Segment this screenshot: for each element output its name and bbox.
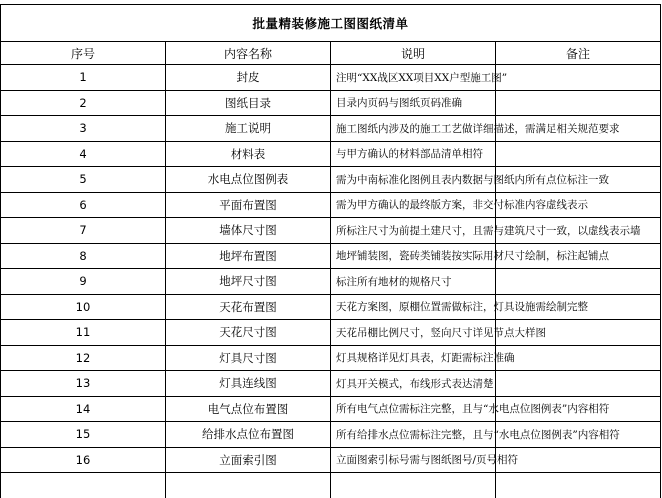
row-description: 所有给排水点位需标注完整，且与“水电点位图例表”内容相符 — [331, 422, 496, 448]
row-note — [496, 371, 661, 397]
header-name: 内容名称 — [166, 42, 331, 65]
table-row — [1, 192, 661, 218]
row-number: 10 — [1, 294, 166, 320]
row-number: 6 — [1, 192, 166, 218]
row-number: 1 — [1, 65, 166, 91]
row-name: 电气点位布置图 — [166, 396, 331, 422]
drawing-list-sheet — [0, 4, 661, 498]
row-name: 平面布置图 — [166, 192, 331, 218]
table-row — [1, 243, 661, 269]
row-number: 2 — [1, 90, 166, 116]
row-name: 灯具连线图 — [166, 371, 331, 397]
table-row — [1, 320, 661, 346]
row-description: 需为甲方确认的最终版方案，非交付标准内容虚线表示 — [331, 192, 496, 218]
row-note — [496, 473, 661, 498]
row-note — [496, 269, 661, 295]
table-row — [1, 65, 661, 91]
row-description: 地坪铺装图，瓷砖类铺装按实际用材尺寸绘制，标注起铺点 — [331, 243, 496, 269]
row-number: 13 — [1, 371, 166, 397]
row-description: 标注所有地材的规格尺寸 — [331, 269, 496, 295]
row-description: 施工图纸内涉及的施工工艺做详细描述，需满足相关规范要求 — [331, 116, 496, 142]
row-name: 封皮 — [166, 65, 331, 91]
table-row — [1, 447, 661, 473]
table-row — [1, 141, 661, 167]
row-number: 16 — [1, 447, 166, 473]
row-name: 图纸目录 — [166, 90, 331, 116]
row-description: 灯具开关模式，布线形式表达清楚 — [331, 371, 496, 397]
row-name: 天花尺寸图 — [166, 320, 331, 346]
row-number: 8 — [1, 243, 166, 269]
row-note — [496, 90, 661, 116]
row-name: 水电点位图例表 — [166, 167, 331, 193]
row-number: 11 — [1, 320, 166, 346]
row-description: 灯具规格详见灯具表，灯距需标注准确 — [331, 345, 496, 371]
row-number: 14 — [1, 396, 166, 422]
row-note — [496, 141, 661, 167]
row-description: 立面图索引标号需与图纸图号/页号相符 — [331, 447, 496, 473]
table-row — [1, 345, 661, 371]
table-row — [1, 116, 661, 142]
row-note — [496, 65, 661, 91]
table-row — [1, 167, 661, 193]
table-row — [1, 218, 661, 244]
title-row — [1, 5, 661, 42]
row-description: 注明“XX战区XX项目XX户型施工图” — [331, 65, 496, 91]
row-name: 立面索引图 — [166, 447, 331, 473]
row-name: 天花布置图 — [166, 294, 331, 320]
row-name — [166, 473, 331, 498]
row-name: 地坪尺寸图 — [166, 269, 331, 295]
row-note — [496, 447, 661, 473]
document-title: 批量精装修施工图图纸清单 — [1, 5, 661, 42]
row-name: 施工说明 — [166, 116, 331, 142]
table-row — [1, 90, 661, 116]
row-description: 目录内页码与图纸页码准确 — [331, 90, 496, 116]
row-number: 12 — [1, 345, 166, 371]
row-number: 5 — [1, 167, 166, 193]
row-description: 天花吊棚比例尺寸，竖向尺寸详见节点大样图 — [331, 320, 496, 346]
drawing-list-table — [0, 4, 661, 498]
row-number: 3 — [1, 116, 166, 142]
row-description: 所有电气点位需标注完整，且与“水电点位图例表”内容相符 — [331, 396, 496, 422]
table-row — [1, 371, 661, 397]
row-description: 与甲方确认的材料部品清单相符 — [331, 141, 496, 167]
row-number: 4 — [1, 141, 166, 167]
table-row — [1, 269, 661, 295]
row-number: 15 — [1, 422, 166, 448]
row-description — [331, 473, 496, 498]
row-number: 7 — [1, 218, 166, 244]
table-row — [1, 396, 661, 422]
row-description: 需为中南标准化图例且表内数据与图纸内所有点位标注一致 — [331, 167, 496, 193]
header-note: 备注 — [496, 42, 661, 65]
header-row — [1, 42, 661, 65]
row-name: 地坪布置图 — [166, 243, 331, 269]
row-name: 给排水点位布置图 — [166, 422, 331, 448]
table-row — [1, 422, 661, 448]
table-row — [1, 294, 661, 320]
header-desc: 说明 — [331, 42, 496, 65]
row-name: 灯具尺寸图 — [166, 345, 331, 371]
row-number: 9 — [1, 269, 166, 295]
row-description: 天花方案图，原棚位置需做标注，灯具设施需绘制完整 — [331, 294, 496, 320]
row-description: 所标注尺寸为前提土建尺寸，且需与建筑尺寸一致，以虚线表示墙 — [331, 218, 496, 244]
row-number — [1, 473, 166, 498]
header-no: 序号 — [1, 42, 166, 65]
row-name: 材料表 — [166, 141, 331, 167]
row-name: 墙体尺寸图 — [166, 218, 331, 244]
row-note — [496, 345, 661, 371]
table-row — [1, 473, 661, 498]
